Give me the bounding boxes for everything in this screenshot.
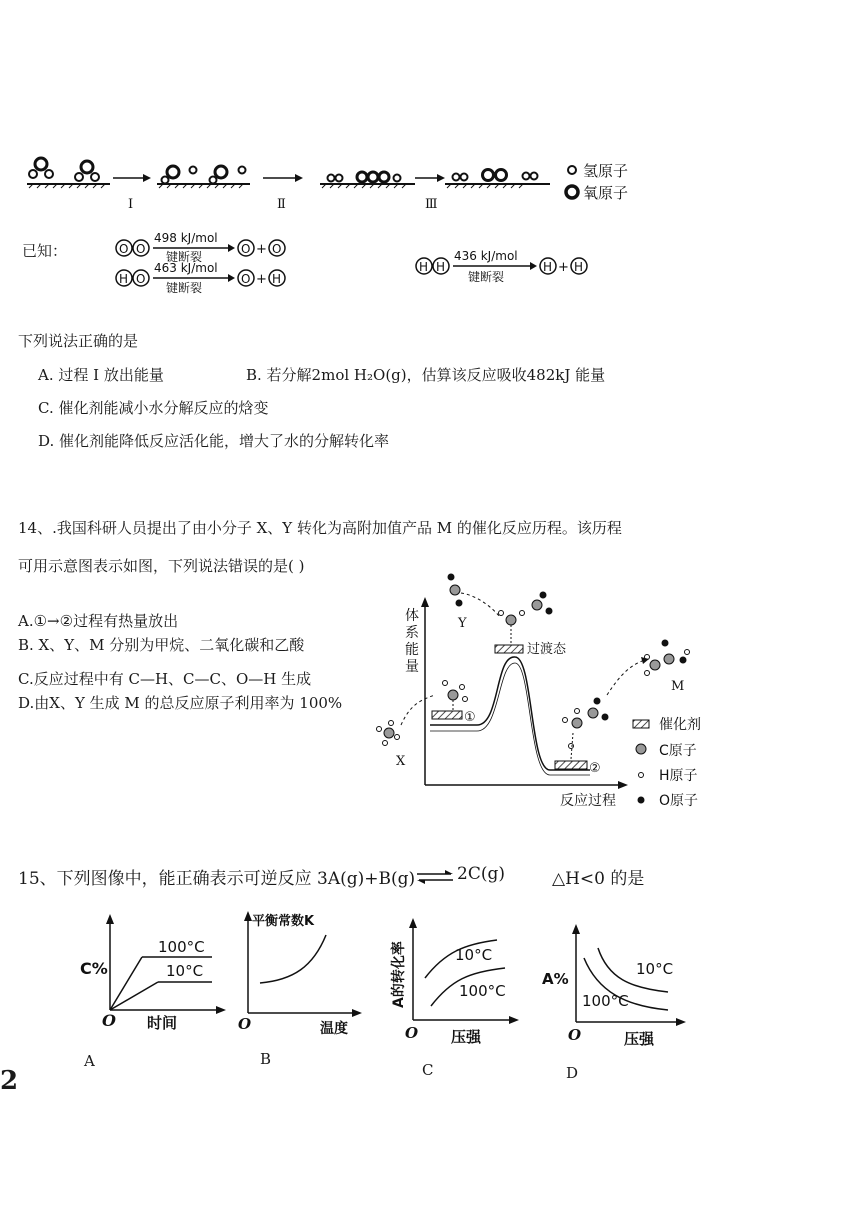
reaction-progress-label: 反应过程	[560, 793, 616, 809]
svg-text:键断裂: 键断裂	[166, 250, 203, 264]
known-label: 已知：	[22, 242, 68, 260]
q13-option-b: B. 若分解2mol H₂O(g)，估算该反应吸收482kJ 能量	[246, 366, 606, 384]
legend-oxygen-atom: O原子	[659, 793, 699, 809]
svg-text:O: O	[272, 242, 282, 256]
q14-stem-line2: 可用示意图表示如图，下列说法错误的是( )	[18, 557, 305, 575]
graph-a-top-label: 100°C	[158, 938, 205, 956]
oxygen-atom-icon	[566, 186, 578, 198]
svg-text:②: ②	[589, 761, 601, 776]
q15-product: 2C(g)	[457, 864, 505, 884]
svg-text:系: 系	[405, 625, 419, 641]
q13-question: 下列说法正确的是	[18, 332, 139, 350]
catalyst-water-splitting-diagram	[15, 150, 675, 220]
graph-b	[228, 905, 388, 1040]
graph-d-xlabel: 压强	[624, 1030, 655, 1048]
svg-text:O: O	[136, 272, 146, 286]
svg-text:O: O	[241, 272, 251, 286]
svg-text:H: H	[272, 272, 282, 286]
svg-text:X: X	[396, 754, 406, 769]
hh-bond-energy: 436 kJ/mol	[454, 249, 518, 263]
svg-text:量: 量	[405, 659, 419, 675]
graph-c	[385, 912, 535, 1052]
svg-text:①: ①	[464, 710, 476, 725]
step-label-1: I	[128, 197, 134, 212]
hydrogen-atom-icon	[568, 166, 576, 174]
svg-text:键断裂: 键断裂	[468, 270, 505, 284]
graph-b-letter: B	[260, 1050, 272, 1068]
graph-a-letter: A	[84, 1052, 95, 1070]
graph-a-xlabel: 时间	[147, 1014, 178, 1032]
q15-delta-h: △H<0 的是	[552, 869, 645, 889]
page-number: 2	[0, 1066, 19, 1096]
reaction-energy-profile-diagram	[365, 565, 745, 820]
svg-text:+: +	[558, 260, 569, 275]
q13-option-d: D. 催化剂能降低反应活化能，增大了水的分解转化率	[38, 432, 390, 450]
svg-text:键断裂: 键断裂	[166, 281, 203, 295]
step-label-3: Ⅲ	[425, 197, 438, 212]
graph-b-ylabel: 平衡常数K	[252, 914, 315, 929]
graph-a-bottom-label: 10°C	[166, 962, 204, 980]
graph-d-ylabel: A%	[542, 970, 569, 988]
step-label-2: Ⅱ	[277, 197, 286, 212]
svg-text:+: +	[256, 242, 267, 257]
graph-a-ylabel: C%	[80, 959, 108, 978]
legend-hydrogen: 氢原子	[583, 162, 629, 180]
graph-c-top-label: 10°C	[455, 946, 493, 964]
svg-text:能: 能	[405, 642, 419, 658]
legend-hydrogen-atom: H原子	[659, 768, 698, 784]
q14-option-a: A.①→②过程有热量放出	[18, 612, 179, 630]
svg-text:M: M	[671, 679, 685, 694]
legend-catalyst: 催化剂	[659, 717, 701, 733]
legend-carbon: C原子	[659, 743, 697, 759]
graph-c-bottom-label: 100°C	[459, 982, 506, 1000]
svg-text:H: H	[574, 260, 584, 274]
q14-option-b: B. X、Y、M 分别为甲烷、二氧化碳和乙酸	[18, 636, 305, 654]
svg-text:H: H	[543, 260, 553, 274]
oo-bond-energy: 498 kJ/mol	[154, 231, 218, 245]
graph-c-ylabel: A的转化率	[391, 941, 407, 1008]
svg-text:+: +	[256, 272, 267, 287]
svg-text:O: O	[119, 242, 129, 256]
graph-d	[540, 918, 705, 1053]
equilibrium-arrow-icon	[415, 870, 455, 884]
graph-c-letter: C	[422, 1061, 434, 1079]
graph-d-bottom-label: 100°C	[582, 992, 629, 1010]
svg-text:O: O	[405, 1024, 419, 1042]
q13-option-c: C. 催化剂能减小水分解反应的焓变	[38, 399, 269, 417]
svg-text:O: O	[102, 1011, 116, 1030]
legend-oxygen: 氧原子	[583, 184, 629, 202]
q15-stem: 15、下列图像中，能正确表示可逆反应 3A(g)+B(g)	[18, 869, 416, 889]
svg-text:O: O	[241, 242, 251, 256]
svg-text:O: O	[238, 1015, 252, 1033]
graph-c-xlabel: 压强	[451, 1028, 482, 1046]
transition-state-label: 过渡态	[527, 642, 567, 657]
graph-d-letter: D	[566, 1064, 579, 1082]
bond-energy-equations	[110, 228, 610, 300]
svg-text:H: H	[419, 260, 429, 274]
energy-axis-label-1: 体	[405, 608, 419, 624]
q13-option-a: A. 过程 I 放出能量	[38, 366, 164, 384]
q14-option-d: D.由X、Y 生成 M 的总反应原子利用率为 100%	[18, 694, 343, 712]
q14-stem-line1: 14、.我国科研人员提出了由小分子 X、Y 转化为高附加值产品 M 的催化反应历程。该历程	[18, 519, 622, 537]
q14-option-c: C.反应过程中有 C—H、C—C、O—H 生成	[18, 670, 312, 688]
svg-text:O: O	[568, 1026, 582, 1044]
svg-text:H: H	[119, 272, 129, 286]
ho-bond-energy: 463 kJ/mol	[154, 261, 218, 275]
svg-text:H: H	[436, 260, 446, 274]
graph-b-xlabel: 温度	[320, 1021, 348, 1037]
graph-a	[72, 910, 232, 1040]
graph-d-top-label: 10°C	[636, 960, 674, 978]
svg-text:O: O	[136, 242, 146, 256]
svg-text:Y: Y	[458, 616, 467, 631]
